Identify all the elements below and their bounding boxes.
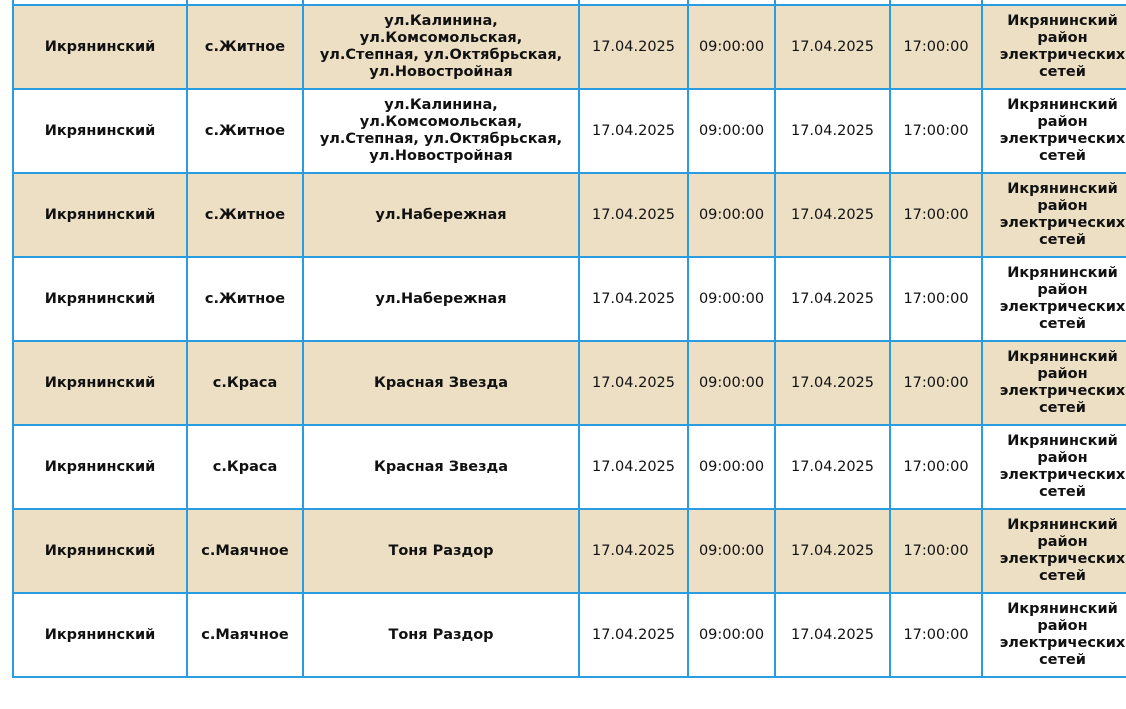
cell-end-date: 17.04.2025	[775, 173, 890, 257]
cell-district: Икрянинский	[13, 341, 187, 425]
table-row	[13, 509, 1126, 593]
cell-district: Икрянинский	[13, 173, 187, 257]
cell-responsible: Икрянинский район электрических сетей	[982, 509, 1126, 593]
cell-district: Икрянинский	[13, 509, 187, 593]
cell-end-time: 17:00:00	[890, 425, 982, 509]
cell-streets: Красная Звезда	[303, 425, 579, 509]
cell-district: Икрянинский	[13, 593, 187, 677]
cell-start-date: 17.04.2025	[579, 257, 688, 341]
cell-streets: ул.Набережная	[303, 173, 579, 257]
cell-start-date: 17.04.2025	[579, 425, 688, 509]
cell-streets: Тоня Раздор	[303, 509, 579, 593]
cell-start-date: 17.04.2025	[579, 5, 688, 89]
cell-end-date: 17.04.2025	[775, 5, 890, 89]
cell-start-date: 17.04.2025	[579, 341, 688, 425]
cell-end-time: 17:00:00	[890, 257, 982, 341]
cell-settlement: с.Житное	[187, 257, 303, 341]
cell-streets: Тоня Раздор	[303, 593, 579, 677]
cell-end-date: 17.04.2025	[775, 341, 890, 425]
cell-end-time: 17:00:00	[890, 5, 982, 89]
cell-start-time: 09:00:00	[688, 425, 775, 509]
cell-start-date: 17.04.2025	[579, 593, 688, 677]
cell-responsible: Икрянинский район электрических сетей	[982, 425, 1126, 509]
cell-end-time: 17:00:00	[890, 509, 982, 593]
cell-responsible: Икрянинский район электрических сетей	[982, 257, 1126, 341]
cell-start-time: 09:00:00	[688, 89, 775, 173]
cell-end-date: 17.04.2025	[775, 257, 890, 341]
cell-end-time: 17:00:00	[890, 341, 982, 425]
cell-start-time: 09:00:00	[688, 593, 775, 677]
cell-start-time: 09:00:00	[688, 509, 775, 593]
cell-district: Икрянинский	[13, 89, 187, 173]
cell-end-time: 17:00:00	[890, 173, 982, 257]
cell-settlement: с.Маячное	[187, 509, 303, 593]
cell-settlement: с.Житное	[187, 173, 303, 257]
table-row	[13, 341, 1126, 425]
table-row	[13, 425, 1126, 509]
cell-streets: ул.Калинина, ул.Комсомольская, ул.Степная, ул.Октябрьская, ул.Новостройная	[303, 89, 579, 173]
outage-table-container	[12, 0, 1126, 678]
table-row	[13, 5, 1126, 89]
cell-settlement: с.Житное	[187, 89, 303, 173]
cell-start-date: 17.04.2025	[579, 509, 688, 593]
cell-streets: Красная Звезда	[303, 341, 579, 425]
cell-streets: ул.Калинина, ул.Комсомольская, ул.Степная, ул.Октябрьская, ул.Новостройная	[303, 5, 579, 89]
outage-schedule-table	[12, 0, 1126, 678]
cell-end-date: 17.04.2025	[775, 509, 890, 593]
cell-settlement: с.Краса	[187, 425, 303, 509]
table-row	[13, 257, 1126, 341]
cell-settlement: с.Маячное	[187, 593, 303, 677]
cell-start-date: 17.04.2025	[579, 89, 688, 173]
cell-start-time: 09:00:00	[688, 257, 775, 341]
cell-responsible: Икрянинский район электрических сетей	[982, 341, 1126, 425]
cell-district: Икрянинский	[13, 257, 187, 341]
cell-settlement: с.Житное	[187, 5, 303, 89]
cell-end-date: 17.04.2025	[775, 425, 890, 509]
table-body	[13, 0, 1126, 677]
table-row	[13, 173, 1126, 257]
cell-end-date: 17.04.2025	[775, 593, 890, 677]
cell-responsible: Икрянинский район электрических сетей	[982, 5, 1126, 89]
cell-responsible: Икрянинский район электрических сетей	[982, 89, 1126, 173]
cell-responsible: Икрянинский район электрических сетей	[982, 173, 1126, 257]
table-row	[13, 593, 1126, 677]
cell-end-date: 17.04.2025	[775, 89, 890, 173]
cell-start-time: 09:00:00	[688, 341, 775, 425]
cell-responsible: Икрянинский район электрических сетей	[982, 593, 1126, 677]
cell-end-time: 17:00:00	[890, 89, 982, 173]
cell-end-time: 17:00:00	[890, 593, 982, 677]
cell-start-time: 09:00:00	[688, 5, 775, 89]
cell-settlement: с.Краса	[187, 341, 303, 425]
table-row	[13, 89, 1126, 173]
cell-streets: ул.Набережная	[303, 257, 579, 341]
cell-district: Икрянинский	[13, 425, 187, 509]
cell-start-time: 09:00:00	[688, 173, 775, 257]
cell-start-date: 17.04.2025	[579, 173, 688, 257]
cell-district: Икрянинский	[13, 5, 187, 89]
